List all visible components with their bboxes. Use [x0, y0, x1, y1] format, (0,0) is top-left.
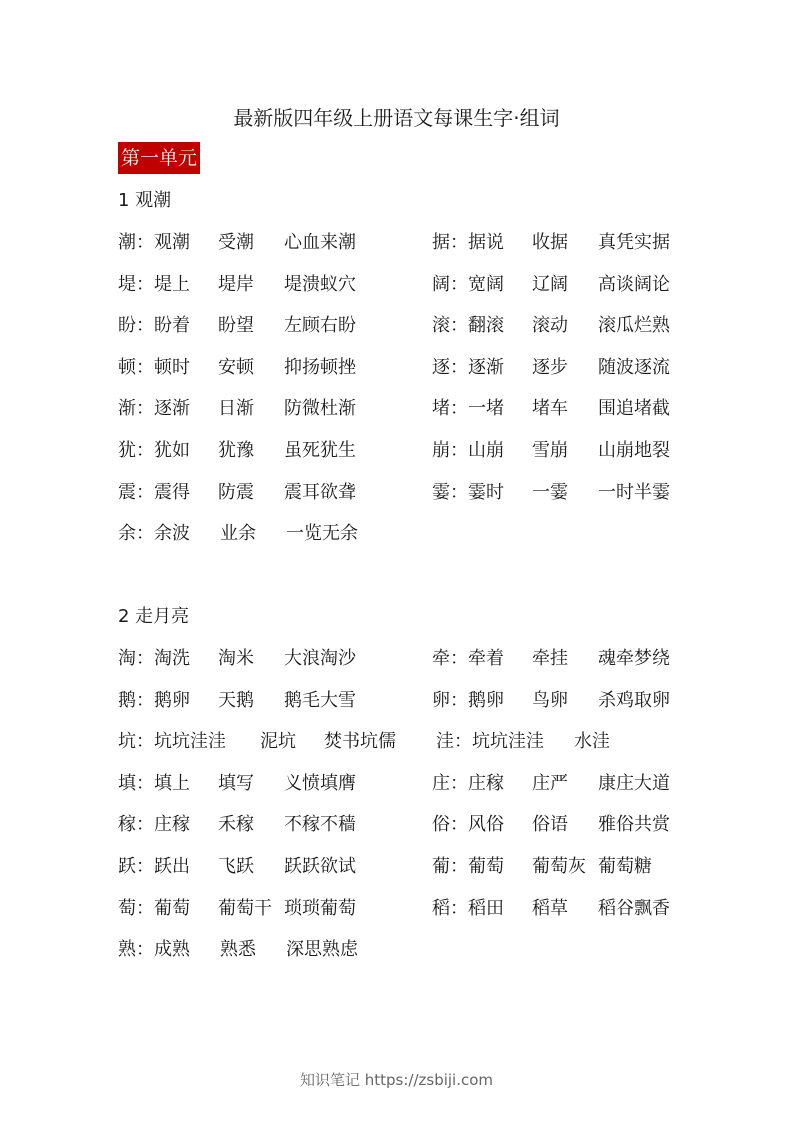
word-entry: 葡萄灰	[532, 856, 586, 877]
word-entry: 左顾右盼	[284, 315, 356, 336]
word-entry: 庄严	[532, 773, 568, 794]
word-entry: 天鹅	[218, 690, 254, 711]
word-entry: 深思熟虑	[286, 939, 358, 960]
unit-heading: 第一单元	[118, 142, 200, 174]
word-entry: 稻谷飘香	[598, 898, 670, 919]
character-entry: 稼：庄稼	[118, 814, 190, 835]
word-entry: 受潮	[218, 232, 254, 253]
word-entry: 鹅毛大雪	[284, 690, 356, 711]
word-row	[118, 521, 678, 547]
character-entry: 稻：稻田	[432, 898, 504, 919]
word-row	[118, 729, 678, 755]
lesson-title: 2 走月亮	[118, 606, 190, 627]
character-entry: 葡：葡萄	[432, 856, 504, 877]
word-entry: 堤溃蚁穴	[284, 274, 356, 295]
character-entry: 堤：堤上	[118, 274, 190, 295]
word-entry: 大浪淘沙	[284, 648, 356, 669]
character-entry: 鹅：鹅卵	[118, 690, 190, 711]
page-title: 最新版四年级上册语文每课生字·组词	[233, 106, 560, 130]
character-entry: 萄：葡萄	[118, 898, 190, 919]
word-entry: 不稼不穑	[284, 814, 356, 835]
character-entry: 俗：风俗	[432, 814, 504, 835]
footer-watermark: 知识笔记 https://zsbiji.com	[299, 1071, 494, 1089]
word-row	[118, 646, 678, 672]
word-entry: 跃跃欲试	[284, 856, 356, 877]
word-entry: 虽死犹生	[284, 440, 356, 461]
word-row	[118, 396, 678, 422]
word-entry: 防震	[218, 482, 254, 503]
word-row	[118, 230, 678, 256]
character-entry: 牵：牵着	[432, 648, 504, 669]
word-entry: 犹豫	[218, 440, 254, 461]
word-entry: 一霎	[532, 482, 568, 503]
character-entry: 滚：翻滚	[432, 315, 504, 336]
character-entry: 崩：山崩	[432, 440, 504, 461]
word-entry: 泥坑	[260, 731, 296, 752]
word-entry: 抑扬顿挫	[284, 357, 356, 378]
character-entry: 潮：观潮	[118, 232, 190, 253]
word-row	[118, 937, 678, 963]
character-entry: 逐：逐渐	[432, 357, 504, 378]
word-entry: 鸟卵	[532, 690, 568, 711]
character-entry: 跃：跃出	[118, 856, 190, 877]
word-entry: 盼望	[218, 315, 254, 336]
word-entry: 水洼	[574, 731, 610, 752]
word-entry: 围追堵截	[598, 398, 670, 419]
character-entry: 据：据说	[432, 232, 504, 253]
character-entry: 盼：盼着	[118, 315, 190, 336]
word-entry: 魂牵梦绕	[598, 648, 670, 669]
word-entry: 真凭实据	[598, 232, 670, 253]
word-row	[118, 854, 678, 880]
word-entry: 收据	[532, 232, 568, 253]
word-entry: 禾稼	[218, 814, 254, 835]
word-entry: 业余	[220, 523, 256, 544]
character-entry: 霎：霎时	[432, 482, 504, 503]
character-entry: 震：震得	[118, 482, 190, 503]
word-entry: 山崩地裂	[598, 440, 670, 461]
character-entry: 余：余波	[118, 523, 190, 544]
character-entry: 堵：一堵	[432, 398, 504, 419]
character-entry: 熟：成熟	[118, 939, 190, 960]
word-entry: 雅俗共赏	[598, 814, 670, 835]
word-entry: 稻草	[532, 898, 568, 919]
character-entry: 犹：犹如	[118, 440, 190, 461]
word-entry: 一时半霎	[598, 482, 670, 503]
word-entry: 随波逐流	[598, 357, 670, 378]
character-entry: 卵：鹅卵	[432, 690, 504, 711]
word-entry: 滚瓜烂熟	[598, 315, 670, 336]
character-entry: 庄：庄稼	[432, 773, 504, 794]
word-entry: 高谈阔论	[598, 274, 670, 295]
word-entry: 琐琐葡萄	[284, 898, 356, 919]
word-row	[118, 272, 678, 298]
word-entry: 葡萄干	[218, 898, 272, 919]
word-entry: 焚书坑儒	[324, 731, 396, 752]
word-entry: 逐步	[532, 357, 568, 378]
word-entry: 堤岸	[218, 274, 254, 295]
word-entry: 填写	[218, 773, 254, 794]
word-entry: 熟悉	[220, 939, 256, 960]
word-row	[118, 896, 678, 922]
word-row	[118, 480, 678, 506]
word-row	[118, 355, 678, 381]
character-entry: 填：填上	[118, 773, 190, 794]
word-row	[118, 438, 678, 464]
lesson-title: 1 观潮	[118, 190, 172, 211]
word-entry: 康庄大道	[598, 773, 670, 794]
word-entry: 震耳欲聋	[284, 482, 356, 503]
character-entry: 顿：顿时	[118, 357, 190, 378]
word-entry: 葡萄糖	[598, 856, 652, 877]
character-entry: 淘：淘洗	[118, 648, 190, 669]
character-entry: 渐：逐渐	[118, 398, 190, 419]
word-entry: 牵挂	[532, 648, 568, 669]
word-entry: 辽阔	[532, 274, 568, 295]
word-row	[118, 688, 678, 714]
word-entry: 义愤填膺	[284, 773, 356, 794]
word-row	[118, 313, 678, 339]
word-entry: 俗语	[532, 814, 568, 835]
word-row	[118, 771, 678, 797]
word-entry: 日渐	[218, 398, 254, 419]
word-entry: 杀鸡取卵	[598, 690, 670, 711]
word-entry: 安顿	[218, 357, 254, 378]
word-row	[118, 812, 678, 838]
word-entry: 堵车	[532, 398, 568, 419]
word-entry: 一览无余	[286, 523, 358, 544]
word-entry: 飞跃	[218, 856, 254, 877]
word-entry: 防微杜渐	[284, 398, 356, 419]
character-entry: 坑：坑坑洼洼	[118, 731, 226, 752]
word-entry: 心血来潮	[284, 232, 356, 253]
character-entry: 洼：坑坑洼洼	[436, 731, 544, 752]
word-entry: 雪崩	[532, 440, 568, 461]
word-entry: 淘米	[218, 648, 254, 669]
character-entry: 阔：宽阔	[432, 274, 504, 295]
word-entry: 滚动	[532, 315, 568, 336]
